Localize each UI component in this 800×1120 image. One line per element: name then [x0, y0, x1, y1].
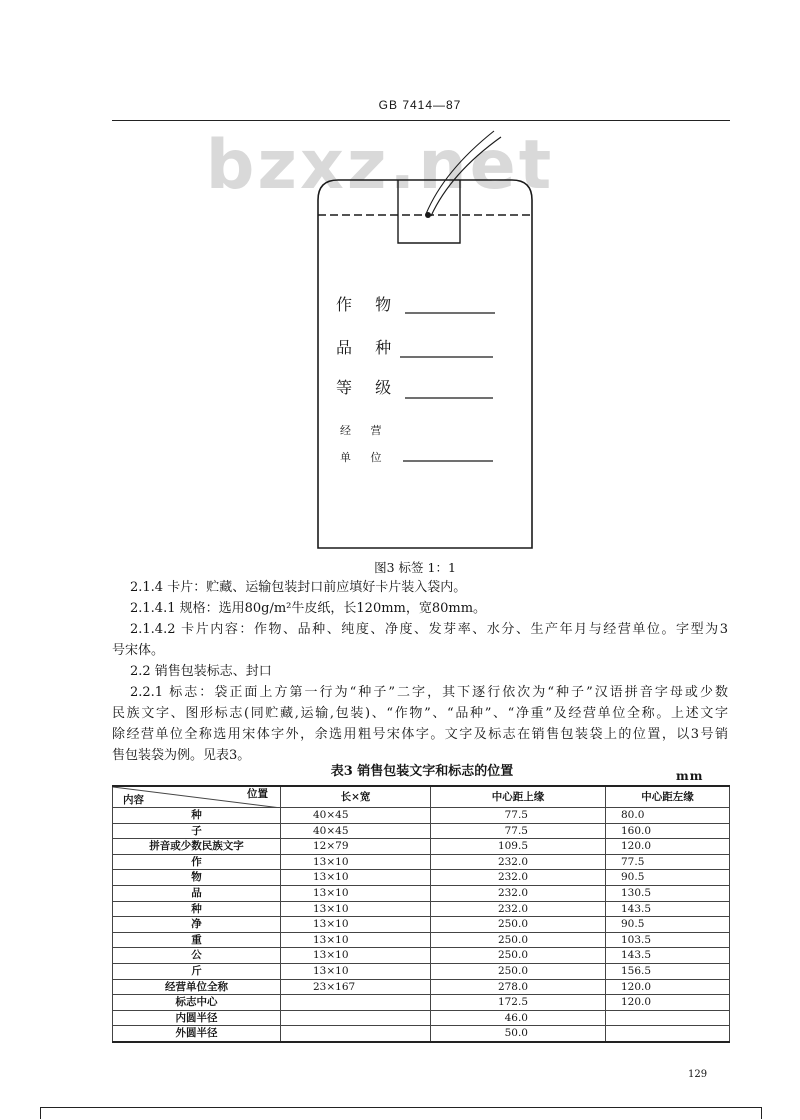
column-header-center-from-left: 中心距左缘 [606, 786, 730, 808]
position-table [112, 785, 730, 1043]
body-line: 售包装袋为例。见表3。 [112, 748, 251, 763]
cell-content: 外圆半径 [113, 1026, 281, 1042]
cell-size: 40×45 [281, 808, 431, 824]
cell-center-from-top: 232.0 [431, 901, 606, 917]
cell-size [281, 1010, 431, 1026]
cell-content: 种 [113, 808, 281, 824]
table-row [113, 1026, 730, 1042]
cell-content: 净 [113, 917, 281, 933]
cell-size [281, 1026, 431, 1042]
cell-size: 13×10 [281, 932, 431, 948]
corner-header-cell [113, 786, 281, 808]
tag-field-variety: 品 种 [336, 338, 401, 357]
table-row [113, 854, 730, 870]
table-row [113, 870, 730, 886]
cell-size: 13×10 [281, 917, 431, 933]
cell-size: 23×167 [281, 979, 431, 995]
table-row [113, 808, 730, 824]
table-row [113, 979, 730, 995]
body-line: 2.1.4 卡片：贮藏、运输包装封口前应填好卡片装入袋内。 [130, 580, 467, 595]
cell-center-from-top: 250.0 [431, 948, 606, 964]
cell-center-from-top: 232.0 [431, 854, 606, 870]
cell-content: 标志中心 [113, 995, 281, 1011]
tag-field-operator-2: 单 位 [340, 451, 390, 464]
table-row [113, 932, 730, 948]
cell-center-from-top: 250.0 [431, 917, 606, 933]
table-row [113, 901, 730, 917]
table-unit: mm [676, 769, 704, 783]
cell-content: 拼音或少数民族文字 [113, 839, 281, 855]
cell-content: 内圆半径 [113, 1010, 281, 1026]
cell-center-from-left [606, 1026, 730, 1042]
corner-label-content: 内容 [123, 793, 144, 806]
cell-center-from-left: 80.0 [606, 808, 730, 824]
cell-size: 13×10 [281, 901, 431, 917]
cell-center-from-left [606, 1010, 730, 1026]
cell-center-from-left: 103.5 [606, 932, 730, 948]
cell-center-from-left: 143.5 [606, 901, 730, 917]
cell-center-from-left: 77.5 [606, 854, 730, 870]
cell-center-from-top: 172.5 [431, 995, 606, 1011]
cell-center-from-left: 160.0 [606, 823, 730, 839]
cell-size: 12×79 [281, 839, 431, 855]
string-hole-dot [425, 212, 431, 218]
cell-size: 13×10 [281, 854, 431, 870]
body-line: 号宋体。 [112, 643, 165, 658]
body-line: 2.1.4.2 卡片内容：作物、品种、纯度、净度、发芽率、水分、生产年月与经营单位。字型为3 [130, 622, 728, 637]
body-line: 2.1.4.1 规格：选用80g/m²牛皮纸，长120mm，宽80mm。 [130, 601, 487, 616]
cell-content: 公 [113, 948, 281, 964]
cell-size: 40×45 [281, 823, 431, 839]
cell-size: 13×10 [281, 948, 431, 964]
cell-center-from-left: 120.0 [606, 995, 730, 1011]
cell-center-from-top: 232.0 [431, 885, 606, 901]
table-row [113, 885, 730, 901]
cell-center-from-left: 143.5 [606, 948, 730, 964]
cell-content: 重 [113, 932, 281, 948]
cell-center-from-left: 90.5 [606, 917, 730, 933]
cell-content: 斤 [113, 963, 281, 979]
cell-center-from-left: 130.5 [606, 885, 730, 901]
cell-center-from-left: 90.5 [606, 870, 730, 886]
cell-center-from-top: 250.0 [431, 963, 606, 979]
cell-center-from-top: 46.0 [431, 1010, 606, 1026]
cell-center-from-top: 77.5 [431, 808, 606, 824]
tag-field-operator-1: 经 营 [340, 424, 390, 437]
watermark: bzxz.net [205, 126, 555, 205]
reinforcement-patch [398, 180, 460, 243]
body-line: 除经营单位全称选用宋体字外，余选用粗号宋体字。文字及标志在销售包装袋上的位置，以3号销 [112, 727, 728, 742]
section-heading: 2.2 销售包装标志、封口 [130, 664, 272, 679]
cell-center-from-top: 109.5 [431, 839, 606, 855]
table-row [113, 823, 730, 839]
page-number: 129 [688, 1069, 708, 1080]
cell-center-from-top: 232.0 [431, 870, 606, 886]
cell-size: 13×10 [281, 870, 431, 886]
cell-content: 种 [113, 901, 281, 917]
cell-size [281, 995, 431, 1011]
cell-content: 品 [113, 885, 281, 901]
standard-code: GB 7414—87 [378, 98, 462, 112]
table-row [113, 948, 730, 964]
table-row [113, 1010, 730, 1026]
cell-center-from-left: 120.0 [606, 979, 730, 995]
tag-outline [318, 180, 532, 548]
cell-center-from-left: 156.5 [606, 963, 730, 979]
table-row [113, 995, 730, 1011]
table-row [113, 963, 730, 979]
cell-content: 经营单位全称 [113, 979, 281, 995]
cell-size: 13×10 [281, 885, 431, 901]
table-row [113, 917, 730, 933]
tag-field-crop: 作 物 [336, 295, 401, 314]
corner-label-position: 位置 [247, 788, 268, 800]
column-header-size: 长×宽 [281, 786, 431, 808]
body-line: 民族文字、图形标志(同贮藏,运输,包装)、“作物”、“品种”、“净重”及经营单位全称。上述文字 [112, 706, 728, 721]
cell-center-from-left: 120.0 [606, 839, 730, 855]
cell-center-from-top: 250.0 [431, 932, 606, 948]
cell-center-from-top: 77.5 [431, 823, 606, 839]
tag-field-grade: 等 级 [336, 378, 401, 397]
table-caption: 表3 销售包装文字和标志的位置 [330, 764, 514, 779]
body-line: 2.2.1 标志：袋正面上方第一行为“种子”二字，其下逐行依次为“种子”汉语拼音字母或少数 [130, 685, 728, 700]
figure-caption: 图3 标签 1：1 [374, 560, 456, 575]
column-header-center-from-top: 中心距上缘 [431, 786, 606, 808]
cell-content: 子 [113, 823, 281, 839]
cell-content: 物 [113, 870, 281, 886]
cell-center-from-top: 278.0 [431, 979, 606, 995]
cell-size: 13×10 [281, 963, 431, 979]
bottom-frame [40, 1107, 762, 1119]
table-header-row [113, 786, 730, 808]
table-row [113, 839, 730, 855]
cell-center-from-top: 50.0 [431, 1026, 606, 1042]
cell-content: 作 [113, 854, 281, 870]
string-strand [431, 137, 501, 216]
